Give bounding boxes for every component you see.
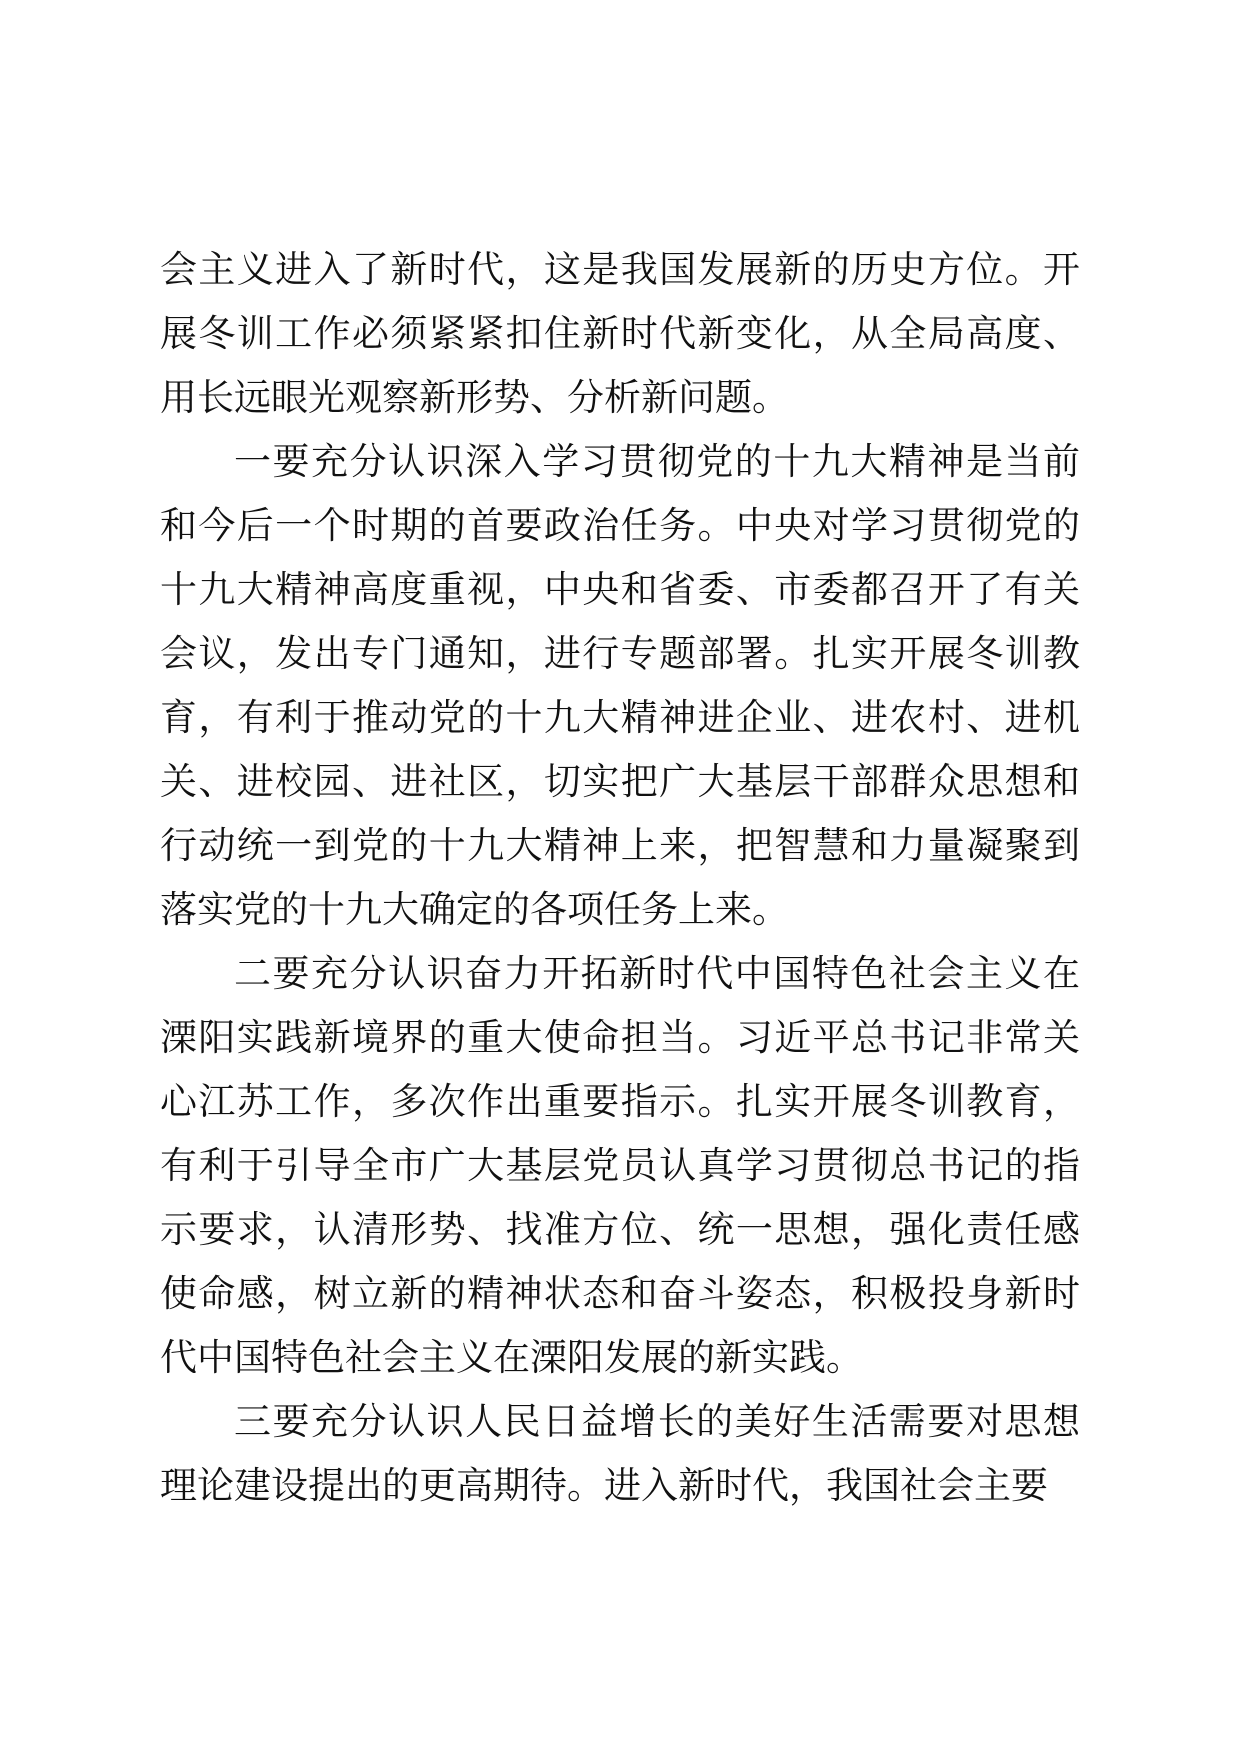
paragraph-first-point: 一要充分认识深入学习贯彻党的十九大精神是当前和今后一个时期的首要政治任务。中央对学习贯彻党的十九大精神高度重视，中央和省委、市委都召开了有关会议，发出专门通知，进行专题部署。扎实开展冬训教育，有利于推动党的十九大精神进企业、进农村、进机关、进校园、进社区，切实把广大基层干部群众思想和行动统一到党的十九大精神上来，把智慧和力量凝聚到落实党的十九大确定的各项任务上来。: [160, 440, 1080, 931]
paragraph-third-point: 三要充分认识人民日益增长的美好生活需要对思想理论建设提出的更高期待。进入新时代，我国社会主要: [160, 1400, 1080, 1507]
document-body: [160, 238, 1080, 1518]
paragraph-second-point: 二要充分认识奋力开拓新时代中国特色社会主义在溧阳实践新境界的重大使命担当。习近平总书记非常关心江苏工作，多次作出重要指示。扎实开展冬训教育，有利于引导全市广大基层党员认真学习贯彻总书记的指示要求，认清形势、找准方位、统一思想，强化责任感使命感，树立新的精神状态和奋斗姿态，积极投身新时代中国特色社会主义在溧阳发展的新实践。: [160, 952, 1080, 1379]
paragraph-continuation: 会主义进入了新时代，这是我国发展新的历史方位。开展冬训工作必须紧紧扣住新时代新变化，从全局高度、用长远眼光观察新形势、分析新问题。: [160, 248, 1080, 419]
